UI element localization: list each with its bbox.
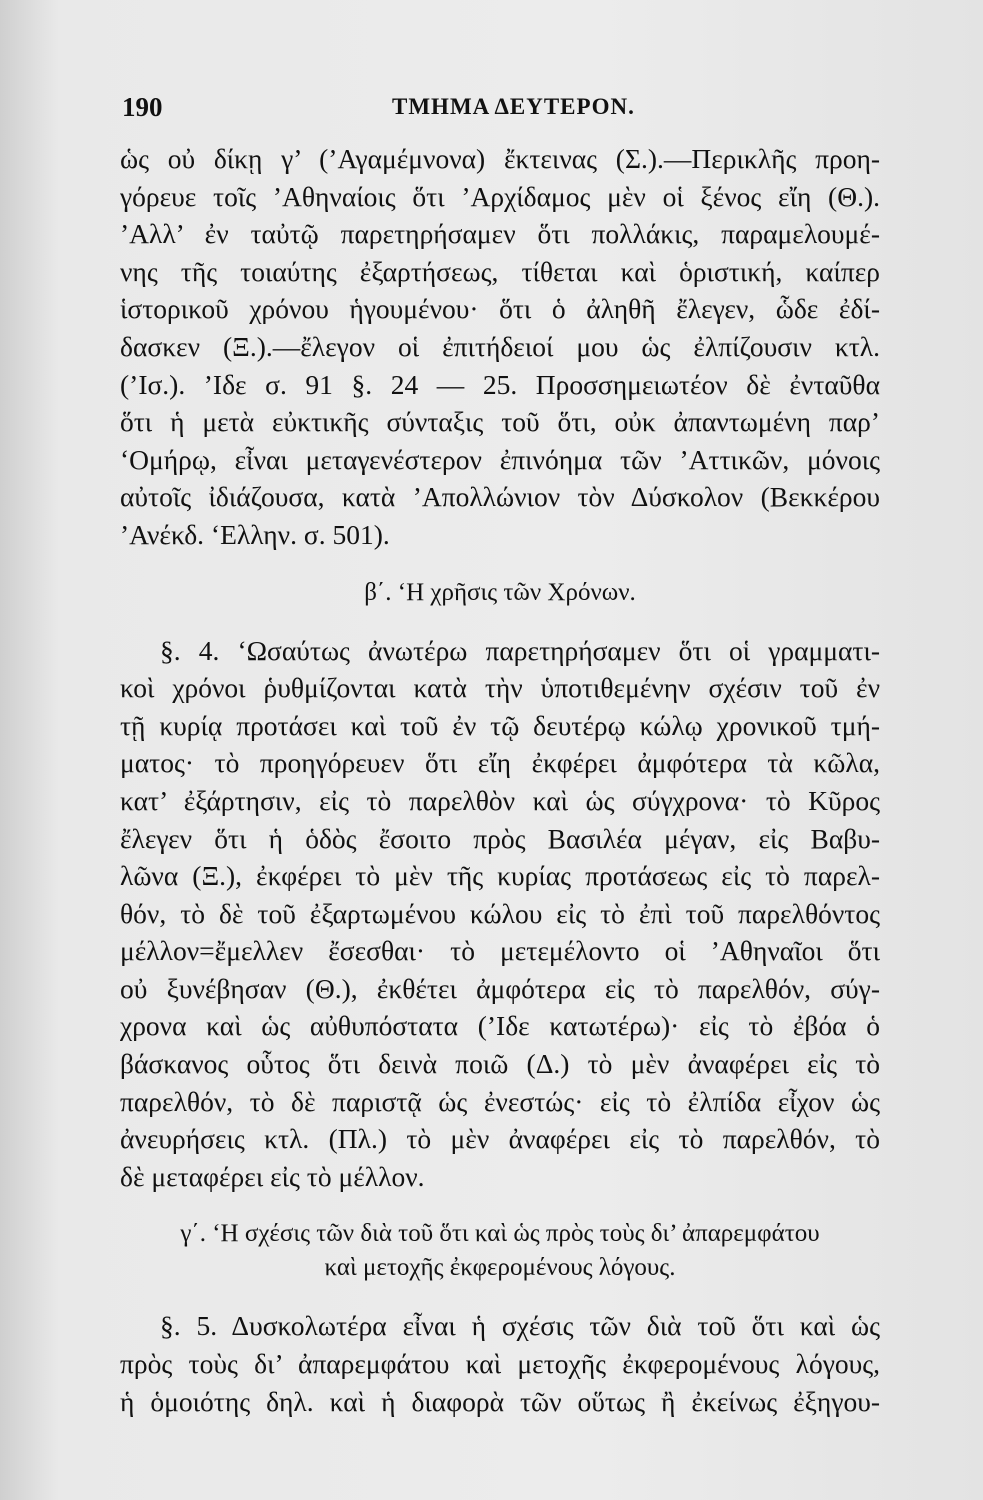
paragraph-2 [120,632,880,1196]
text-line: ὡς οὐ δίκῃ γ’ (’Αγαμέμνονα) ἔκτεινας (Σ.).—Περικλῆς προη- [120,143,880,174]
text-line: ὅτι ἡ μετὰ εὐκτικῆς σύνταξις τοῦ ὅτι, οὐκ ἀπαντωμένη παρ’ [120,406,880,438]
text-line: δασκεν (Ξ.).—ἔλεγον οἱ ἐπιτήδειοί μου ὡς ἐλπίζουσιν κτλ. [120,330,880,362]
page-header [122,92,882,132]
text-line: αὐτοῖς ἰδιάζουσα, κατὰ ’Απολλώνιον τὸν Δύσκολον (Βεκκέρου [120,481,880,513]
text-line: χρονα καὶ ὡς αὐθυπόστατα (’Ιδε κατωτέρω)· εἰς τὸ ἐβόα ὁ [120,1010,880,1042]
paragraph-1 [120,140,880,554]
text-line: κατ’ ἐξάρτησιν, εἰς τὸ παρελθὸν καὶ ὡς σύγχρονα· τὸ Κῦρος [120,784,880,816]
text-line: ’Ανέκδ. ‘Ελλην. σ. 501). [120,518,390,550]
text-line: θόν, τὸ δὲ τοῦ ἐξαρτωμένου κώλου εἰς τὸ ἐπὶ τοῦ παρελθόντος [120,897,880,929]
text-line: δὲ μεταφέρει εἰς τὸ μέλλον. [120,1160,425,1192]
text-line: ματος· τὸ προηγόρευεν ὅτι εἴη ἐκφέρει ἀμφότερα τὰ κῶλα, [120,747,880,779]
text-line: ’Αλλ’ ἐν ταὐτῷ παρετηρήσαμεν ὅτι πολλάκις, παραμελουμέ- [120,218,880,250]
text-line: νης τῆς τοιαύτης ἐξαρτήσεως, τίθεται καὶ ὁριστική, καίπερ [120,255,880,287]
text-line: ‘Ομήρῳ, εἶναι μεταγενέστερον ἐπινόημα τῶν ’Αττικῶν, μόνοις [120,443,880,475]
section-heading-c-line-1: γ΄. ‘Η σχέσις τῶν διὰ τοῦ ὅτι καὶ ὡς πρὸς τοὺς δι’ ἀπαρεμφάτου [180,1220,820,1248]
text-line: μέλλον=ἔμελλεν ἔσεσθαι· τὸ μετεμέλοντο οἱ ’Αθηναῖοι ὅτι [120,935,880,967]
text-line: παρελθόν, τὸ δὲ παριστᾷ ὡς ἐνεστώς· εἰς τὸ ἐλπίδα εἶχον ὡς [120,1085,880,1117]
running-head: ΤΜΗΜΑ ΔΕΥΤΕΡΟΝ. [392,94,635,119]
body-text [120,140,880,1420]
section-heading-c-line-2: καὶ μετοχῆς ἐκφερομένους λόγους. [324,1254,676,1282]
text-line: ἀνευρήσεις κτλ. (Πλ.) τὸ μὲν ἀναφέρει εἰς τὸ παρελθόν, τὸ [120,1123,880,1155]
section-heading-b: β΄. ‘Η χρῆσις τῶν Χρόνων. [364,578,636,606]
paragraph-3 [120,1307,880,1420]
page-number: 190 [122,92,163,122]
text-line: ἡ ὁμοιότης δηλ. καὶ ἡ διαφορὰ τῶν οὕτως ἢ ἐκείνως ἐξηγου- [120,1385,880,1417]
text-line: ἔλεγεν ὅτι ἡ ὁδὸς ἔσοιτο πρὸς Βασιλέα μέγαν, εἰς Βαβυ- [120,822,880,854]
text-line: γόρευε τοῖς ’Αθηναίοις ὅτι ’Αρχίδαμος μὲν οἱ ξένος εἴη (Θ.). [120,180,880,212]
text-line: ἱστορικοῦ χρόνου ἡγουμένου· ὅτι ὁ ἀληθῆ ἔλεγεν, ὧδε ἐδί- [120,293,880,325]
text-line: §. 5. Δυσκολωτέρα εἶναι ἡ σχέσις τῶν διὰ τοῦ ὅτι καὶ ὡς [160,1310,880,1342]
text-line: βάσκανος οὗτος ὅτι δεινὰ ποιῶ (Δ.) τὸ μὲν ἀναφέρει εἰς τὸ [120,1048,880,1080]
text-line: λῶνα (Ξ.), ἐκφέρει τὸ μὲν τῆς κυρίας προτάσεως εἰς τὸ παρελ- [120,860,880,892]
text-line: οὐ ξυνέβησαν (Θ.), ἐκθέτει ἀμφότερα εἰς τὸ παρελθόν, σύγ- [120,972,880,1004]
text-line: τῇ κυρίᾳ προτάσει καὶ τοῦ ἐν τῷ δευτέρῳ κώλῳ χρονικοῦ τμή- [120,709,880,741]
text-line: πρὸς τοὺς δι’ ἀπαρεμφάτου καὶ μετοχῆς ἐκφερομένους λόγους, [120,1348,880,1380]
text-line: (’Ισ.). ’Ιδε σ. 91 §. 24 — 25. Προσσημειωτέον δὲ ἐνταῦθα [120,368,880,400]
text-line: κοὶ χρόνοι ῥυθμίζονται κατὰ τὴν ὑποτιθεμένην σχέσιν τοῦ ἐν [120,672,880,704]
text-line: §. 4. ‘Ωσαύτως ἀνωτέρω παρετηρήσαμεν ὅτι οἱ γραμματι- [160,634,880,666]
